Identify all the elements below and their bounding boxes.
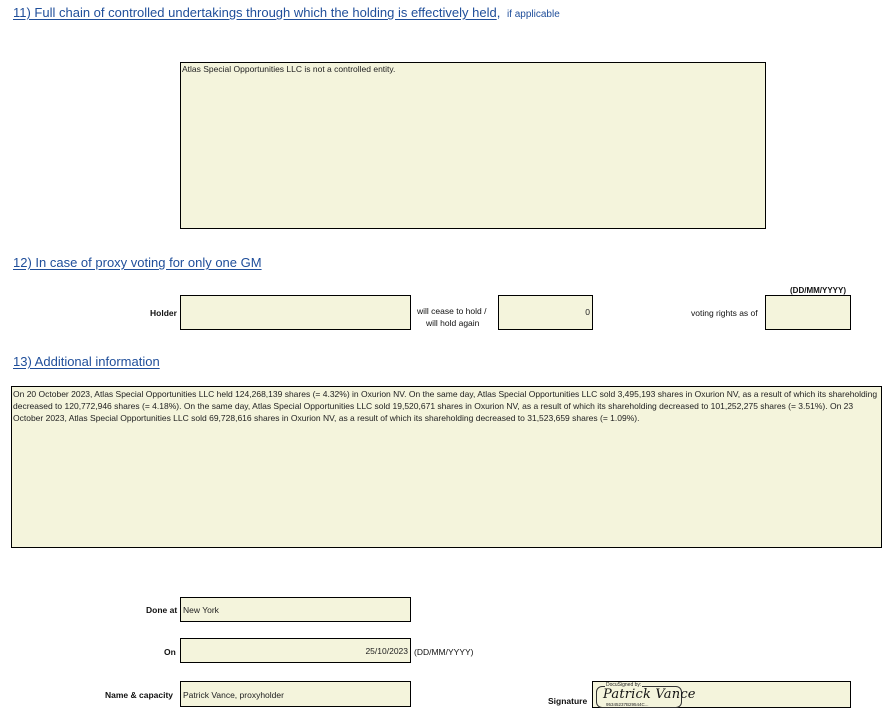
done-at-value: New York <box>183 605 219 615</box>
section-11-title <box>13 5 560 20</box>
holder-label: Holder <box>150 308 177 318</box>
signature-label: Signature <box>548 696 588 706</box>
docusigned-by-label: DocuSigned by: <box>606 682 642 688</box>
name-capacity-label: Name & capacity <box>105 690 174 700</box>
additional-info-textarea[interactable] <box>11 386 882 548</box>
cease-value-field[interactable] <box>498 295 593 330</box>
date-format-label: (DD/MM/YYYY) <box>790 286 846 295</box>
voting-date-field[interactable] <box>765 295 851 330</box>
section-11-comma: , <box>496 5 501 20</box>
envelope-id: 95345237B29544C... <box>606 702 649 707</box>
additional-info-text: On 20 October 2023, Atlas Special Opportunities LLC held 124,268,139 shares (= 4.32%) in Oxurion NV. On the same day, Atlas Special Opportunities LLC sold 3,495,193 shares in Oxurion NV, as a result of which its shareholding decreased to 120,772,946 shares (= 4.18%). On the same day, Atlas Special Opportunities LLC sold 19,520,671 shares in Oxurion NV, as a result of which its shareholding decreased to 101,252,275 shares (= 3.51%). On 23 October 2023, Atlas Special Opportunities LLC sold 69,728,616 shares in Oxurion NV, as a result of which its shareholding decreased to 31,523,659 shares (= 1.09%). <box>13 389 878 423</box>
section-13-title: 13) Additional information <box>13 354 160 369</box>
done-at-label: Done at <box>146 605 178 615</box>
done-at-field[interactable] <box>180 597 411 622</box>
signature-name: Patrick Vance <box>603 687 696 702</box>
controlled-chain-text: Atlas Special Opportunities LLC is not a controlled entity. <box>182 64 396 74</box>
name-capacity-field[interactable] <box>180 681 411 707</box>
cease-label-line1: will cease to hold / <box>417 306 487 316</box>
on-date-format: (DD/MM/YYYY) <box>414 647 474 657</box>
cease-value: 0 <box>585 307 590 317</box>
section-11-suffix: if applicable <box>506 9 560 20</box>
cease-label-line2: will hold again <box>426 318 480 328</box>
on-label: On <box>164 647 176 657</box>
section-11-heading: 11) Full chain of controlled undertakings through which the holding is effectively held <box>13 5 497 20</box>
signature-field[interactable] <box>592 681 851 708</box>
name-capacity-value: Patrick Vance, proxyholder <box>183 690 284 700</box>
voting-rights-label: voting rights as of <box>691 308 758 318</box>
controlled-chain-textarea[interactable] <box>180 62 766 229</box>
holder-field[interactable] <box>180 295 411 330</box>
on-date-field[interactable] <box>180 638 411 663</box>
section-12-title: 12) In case of proxy voting for only one GM <box>13 255 262 270</box>
on-date-value: 25/10/2023 <box>365 646 408 656</box>
